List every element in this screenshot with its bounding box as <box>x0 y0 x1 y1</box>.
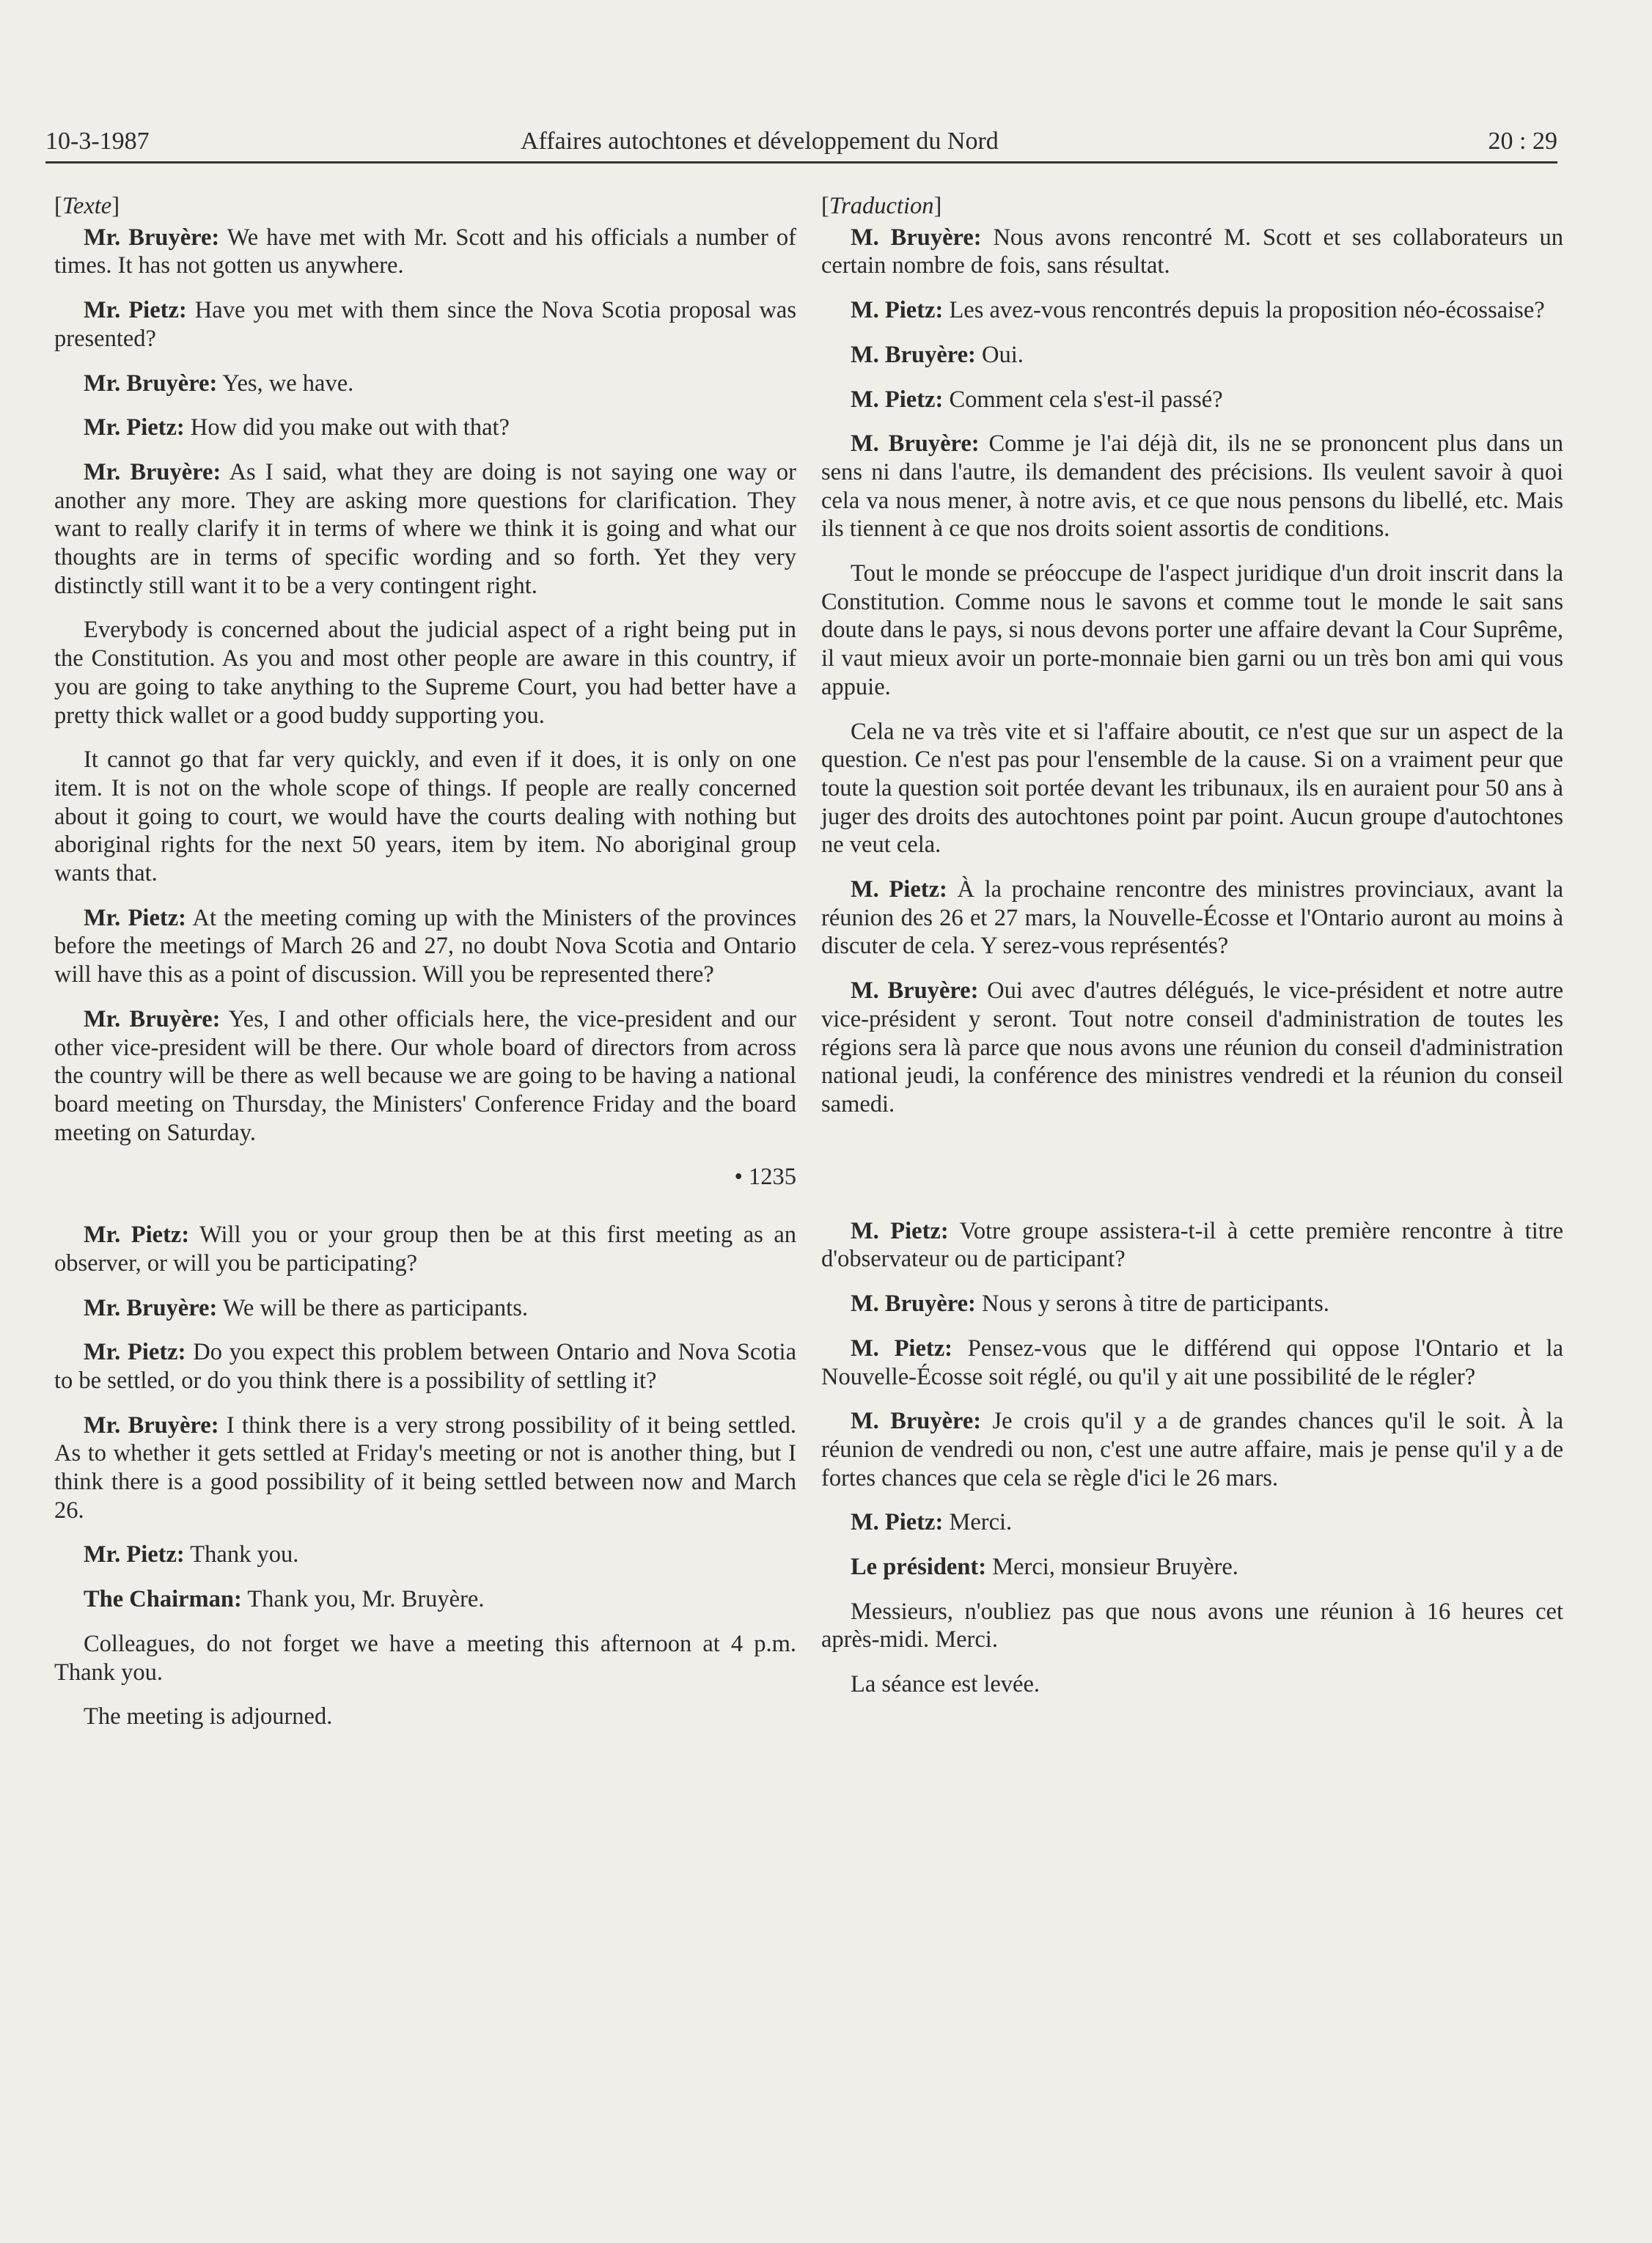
paragraph: M. Bruyère: Je crois qu'il y a de grandes chances qu'il le soit. À la réunion de vendredi ou non, c'est une autre affaire, mais je pense qu'il y a de fortes chances que cela se règle d'ici le 26 mars. <box>821 1408 1563 1491</box>
speaker: Le président: <box>851 1554 987 1581</box>
speaker: Mr. Pietz: <box>84 1339 186 1366</box>
paragraph: Mr. Pietz: Thank you. <box>84 1541 299 1568</box>
paragraph: M. Pietz: Les avez-vous rencontrés depuis la proposition néo-écossaise? <box>851 297 1545 324</box>
paragraph: Mr. Pietz: At the meeting coming up with the Ministers of the provinces before the meetings of March 26 and 27, no doubt Nova Scotia and Ontario will have this as a point of discussion. Will you be represented there? <box>54 904 796 988</box>
paragraph: Colleagues, do not forget we have a meeting this afternoon at 4 p.m. Thank you. <box>54 1630 796 1686</box>
paragraph: M. Bruyère: Nous y serons à titre de participants. <box>851 1291 1329 1318</box>
speaker: Mr. Pietz: <box>84 904 186 931</box>
paragraph: Mr. Bruyère: We will be there as participants. <box>84 1294 528 1321</box>
paragraph: M. Pietz: À la prochaine rencontre des ministres provinciaux, avant la réunion des 26 et 27 mars, la Nouvelle-Écosse et l'Ontario auront au moins à discuter de cela. Y serez-vous représentés? <box>821 876 1563 960</box>
paragraph: M. Pietz: Votre groupe assistera-t-il à cette première rencontre à titre d'observateur ou de participant? <box>821 1217 1564 1273</box>
speaker: Mr. Bruyère: <box>84 458 221 485</box>
paragraph: La séance est levée. <box>851 1671 1040 1698</box>
speaker: M. Bruyère: <box>851 977 979 1005</box>
paragraph: Everybody is concerned about the judicial aspect of a right being put in the Constitution. As you and most other people are aware in this country, if you are going to take anything to the Supreme Court, you had better have a pretty thick wallet or a good buddy supporting you. <box>54 617 796 729</box>
speaker: Mr. Bruyère: <box>84 370 218 397</box>
page-header <box>45 116 1557 164</box>
speaker: M. Pietz: <box>851 1217 949 1244</box>
speaker: M. Bruyère: <box>851 430 980 458</box>
speaker: Mr. Bruyère: <box>84 224 220 251</box>
paragraph: Mr. Bruyère: I think there is a very strong possibility of it being settled. As to whether it gets settled at Friday's meeting or not is another thing, but I think there is a good possibility of it being settled between now and March 26. <box>54 1411 797 1524</box>
speaker: Mr. Pietz: <box>84 1222 190 1249</box>
translation-tag: [Traduction] <box>821 193 942 219</box>
paragraph: The meeting is adjourned. <box>84 1703 333 1730</box>
paragraph: M. Pietz: Pensez-vous que le différend qui oppose l'Ontario et la Nouvelle-Écosse soit réglé, ou qu'il y ait une possibilité de le régler? <box>821 1335 1563 1390</box>
header-date: 10-3-1987 <box>45 128 150 155</box>
paragraph: Mr. Pietz: Do you expect this problem between Ontario and Nova Scotia to be settled, or do you think there is a possibility of settling it? <box>54 1339 796 1394</box>
speaker: M. Pietz: <box>851 1509 944 1536</box>
paragraph: The Chairman: Thank you, Mr. Bruyère. <box>84 1586 485 1613</box>
text-tag: [Texte] <box>54 193 120 219</box>
speaker: M. Pietz: <box>851 297 944 324</box>
paragraph: Mr. Bruyère: Yes, I and other officials here, the vice-president and our other vice-president will be there. Our whole board of directors from across the country will be there as well because we are going to be having a national board meeting on Thursday, the Ministers' Conference Friday and the board meeting on Saturday. <box>54 1005 796 1146</box>
paragraph: Mr. Bruyère: We have met with Mr. Scott and his officials a number of times. It has not gotten us anywhere. <box>54 224 796 279</box>
speaker: Mr. Pietz: <box>84 414 185 441</box>
header-title: Affaires autochtones et développement du Nord <box>521 128 999 155</box>
speaker: M. Pietz: <box>851 386 944 413</box>
speaker: Mr. Pietz: <box>84 297 187 324</box>
english-column <box>54 192 796 1747</box>
paragraph: M. Pietz: Merci. <box>851 1509 1013 1536</box>
speaker: Mr. Bruyère: <box>84 1411 219 1439</box>
paragraph: Cela ne va très vite et si l'affaire aboutit, ce n'est que sur un aspect de la question. Ce n'est pas pour l'ensemble de la cause. Si on a vraiment peur que toute la question soit portée devant les tribunaux, ils en auraient pour 50 ans à juger des droits des autochtones point par point. Aucun groupe d'autochtones ne veut cela. <box>821 718 1563 859</box>
paragraph: Messieurs, n'oubliez pas que nous avons une réunion à 16 heures cet après-midi. Merci. <box>821 1598 1563 1653</box>
paragraph: Mr. Pietz: Will you or your group then be at this first meeting as an observer, or will you be participating? <box>54 1222 796 1277</box>
speaker: M. Bruyère: <box>851 224 982 251</box>
paragraph: Mr. Pietz: Have you met with them since the Nova Scotia proposal was presented? <box>54 297 797 352</box>
paragraph: M. Bruyère: Comme je l'ai déjà dit, ils ne se prononcent plus dans un sens ni dans l'autre, ils demandent des précisions. Ils veulent savoir à quoi cela va nous mener, à notre avis, et ce que nous pensons du libellé, etc. Mais ils tiennent à ce que nos droits soient assortis de conditions. <box>821 430 1563 543</box>
column-gap <box>821 1135 1563 1217</box>
french-column <box>821 192 1563 1715</box>
paragraph: M. Pietz: Comment cela s'est-il passé? <box>851 386 1223 413</box>
speaker: Mr. Bruyère: <box>84 1294 218 1321</box>
paragraph: M. Bruyère: Oui avec d'autres délégués, le vice-président et notre autre vice-président y seront. Tout notre conseil d'administration de toutes les régions sera là parce que nous avons une réunion du conseil d'administration national jeudi, la conférence des ministres vendredi et la réunion du conseil samedi. <box>821 977 1563 1117</box>
speaker: M. Pietz: <box>851 876 947 903</box>
paragraph: M. Bruyère: Oui. <box>851 341 1024 368</box>
paragraph: Le président: Merci, monsieur Bruyère. <box>851 1554 1238 1581</box>
paragraph: M. Bruyère: Nous avons rencontré M. Scott et ses collaborateurs un certain nombre de fois, sans résultat. <box>821 224 1563 279</box>
speaker: The Chairman: <box>84 1586 242 1613</box>
header-page-number: 20 : 29 <box>1488 128 1557 155</box>
paragraph: Tout le monde se préoccupe de l'aspect juridique d'un droit inscrit dans la Constitution. Comme nous le savons et comme tout le monde le sait sans doute dans le pays, si nous devons porter une affaire devant la Cour Suprême, il vaut mieux avoir un porte-monnaie bien garni ou un très bon ami qui vous appuie. <box>821 560 1563 700</box>
speaker: M. Bruyère: <box>851 1408 982 1435</box>
speaker: Mr. Bruyère: <box>84 1005 221 1032</box>
speaker: Mr. Pietz: <box>84 1541 185 1568</box>
time-marker: • 1235 <box>734 1164 796 1191</box>
paragraph: It cannot go that far very quickly, and even if it does, it is only on one item. It is not on the whole scope of things. If people are really concerned about it going to court, we would have the courts dealing with nothing but aboriginal rights for the next 50 years, item by item. No aboriginal group wants that. <box>54 746 796 887</box>
speaker: M. Bruyère: <box>851 1291 976 1318</box>
paragraph: Mr. Pietz: How did you make out with that? <box>84 414 510 441</box>
paragraph: Mr. Bruyère: As I said, what they are doing is not saying one way or another any more. They are asking more questions for clarification. They want to really clarify it in terms of where we think it is going and what our thoughts are in terms of specific wording and so forth. Yet they very distinctly still want it to be a very contingent right. <box>54 458 796 599</box>
speaker: M. Bruyère: <box>851 341 976 368</box>
paragraph: Mr. Bruyère: Yes, we have. <box>84 370 354 397</box>
speaker: M. Pietz: <box>851 1335 952 1362</box>
